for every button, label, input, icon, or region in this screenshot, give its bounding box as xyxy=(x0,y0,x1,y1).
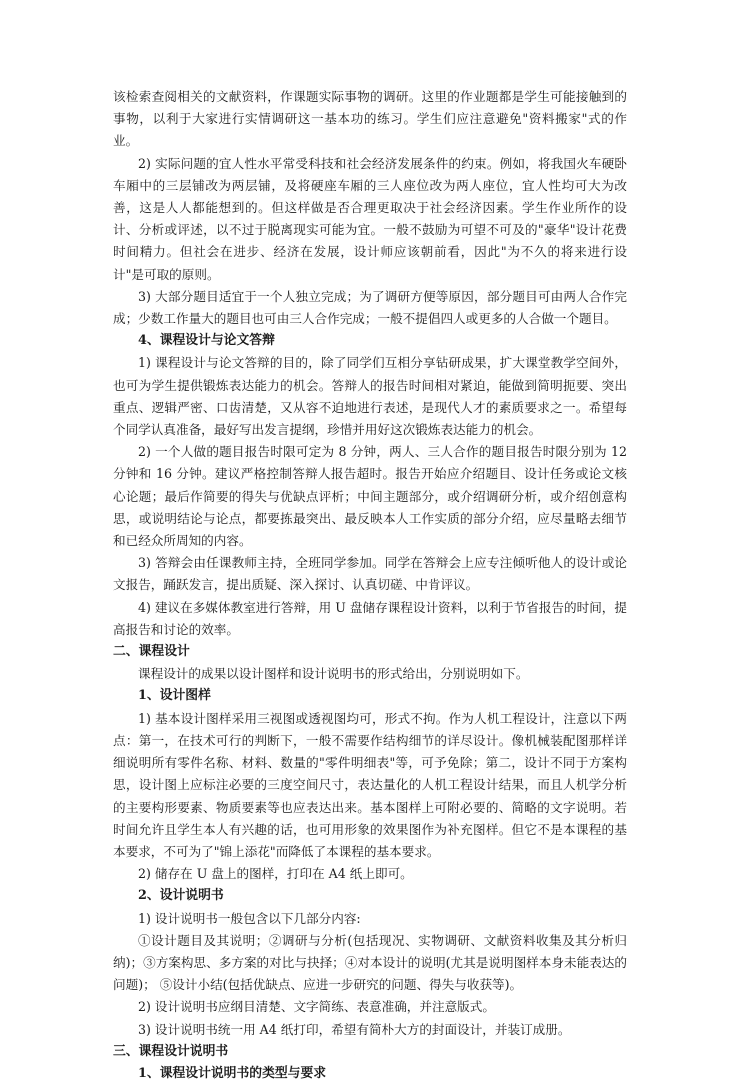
paragraph-defense-purpose: 1) 课程设计与论文答辩的目的，除了同学们互相分享钻研成果，扩大课堂教学空间外，也可为学生提供锻炼表达能力的机会。答辩人的报告时间相对紧迫，能做到简明扼要、突出重点、逻辑严密、口齿清楚，又从容不迫地进行表述，是现代人才的素质要求之一。希望每个同学认真准备，最好写出发言提纲，珍惜并用好这次锻炼表达能力的机会。 xyxy=(113,355,627,438)
paragraph-basic-drawings: 1) 基本设计图样采用三视图或透视图均可，形式不拘。作为人机工程设计，注意以下两点：第一，在技术可行的判断下，一般不需要作结构细节的详尽设计。像机械装配图那样详细说明所有零件名称、材料、数量的"零件明细表"等，可予免除；第二，设计不同于方案构思，设计图上应标注必要的三度空间尺寸，表达量化的人机工程设计结果，而且人机学分析的主要构形要素、物质要素等也应表达出来。基本图样上可附必要的、简略的文字说明。若时间允许且学生本人有兴趣的话，也可用形象的效果图作为补充图样。但它不是本课程的基本要求，不可为了"锦上添花"而降低了本课程的基本要求。 xyxy=(113,710,627,859)
paragraph-defense-time-limit: 2) 一个人做的题目报告时限可定为 8 分钟，两人、三人合作的题目报告时限分别为 12 分钟和 16 分钟。建议严格控制答辩人报告超时。报告开始应介绍题目、设计任务或论文核心论题；最后作简要的得失与优缺点评析；中间主题部分，或介绍调研分析，或介绍创意构思，或说明结论与论点，都要拣最突出、最反映本人工作实质的部分介绍，应尽量略去细节和已经众所周知的内容。 xyxy=(113,444,627,549)
section-heading-specification: 三、课程设计说明书 xyxy=(113,1043,229,1059)
document-page xyxy=(113,86,627,1085)
paragraph-literature-research: 该检索查阅相关的文献资料，作课题实际事物的调研。这里的作业题都是学生可能接触到的事物，以利于大家进行实情调研这一基本功的练习。学生们应注意避免"资料搬家"式的作业。 xyxy=(113,89,627,149)
heading-defense: 4、课程设计与论文答辩 xyxy=(138,333,275,349)
paragraph-spec-contents: 1) 设计说明书一般包含以下几部分内容: xyxy=(138,910,361,926)
paragraph-defense-multimedia: 4) 建议在多媒体教室进行答辩，用 U 盘储存课程设计资料，以利于节省报告的时间，提高报告和讨论的效率。 xyxy=(113,599,627,637)
paragraph-team-size: 3) 大部分题目适宜于一个人独立完成；为了调研方便等原因，部分题目可由两人合作完成；少数工作量大的题目也可由三人合作完成；一般不提倡四人或更多的人合做一个题目。 xyxy=(113,288,627,327)
paragraph-spec-printing: 3) 设计说明书统一用 A4 纸打印，希望有简朴大方的封面设计，并装订成册。 xyxy=(138,1021,571,1037)
paragraph-print-drawings: 2) 储存在 U 盘上的图样，打印在 A4 纸上即可。 xyxy=(138,866,413,882)
paragraph-defense-host: 3) 答辩会由任课教师主持，全班同学参加。同学在答辩会上应专注倾听他人的设计或论文报告，踊跃发言，提出质疑、深入探讨、认真切磋、中肯评议。 xyxy=(113,555,627,593)
heading-design-specification: 2、设计说明书 xyxy=(138,888,224,904)
section-heading-course-design: 二、课程设计 xyxy=(113,644,190,660)
paragraph-ergonomics-constraints: 2) 实际问题的宜人性水平常受科技和社会经济发展条件的约束。例如，将我国火车硬卧车厢中的三层铺改为两层铺，及将硬座车厢的三人座位改为两人座位，宜人性均可大为改善，这是人人都能想到的。但这样做是否合理更取决于社会经济因素。学生作业所作的设计、分析或评述，以不过于脱离现实可能为宜。一般不鼓励为可望不可及的"豪华"设计花费时间精力。但社会在进步、经济在发展，设计师应该朝前看，因此"为不久的将来进行设计"是可取的原则。 xyxy=(113,155,627,282)
paragraph-spec-list: ①设计题目及其说明；②调研与分析(包括现况、实物调研、文献资料收集及其分析归纳)；③方案构思、多方案的对比与抉择；④对本设计的说明(尤其是说明图样本身未能表达的问题)； ⑤设计小结(包括优缺点、应进一步研究的问题、得失与收获等)。 xyxy=(113,932,627,993)
heading-design-drawings: 1、设计图样 xyxy=(138,688,211,704)
heading-specification-types: 1、课程设计说明书的类型与要求 xyxy=(138,1065,327,1081)
paragraph-spec-format: 2) 设计说明书应纲目清楚、文字简练、表意准确，并注意版式。 xyxy=(138,999,495,1015)
paragraph-course-design-intro: 课程设计的成果以设计图样和设计说明书的形式给出，分别说明如下。 xyxy=(138,666,529,682)
